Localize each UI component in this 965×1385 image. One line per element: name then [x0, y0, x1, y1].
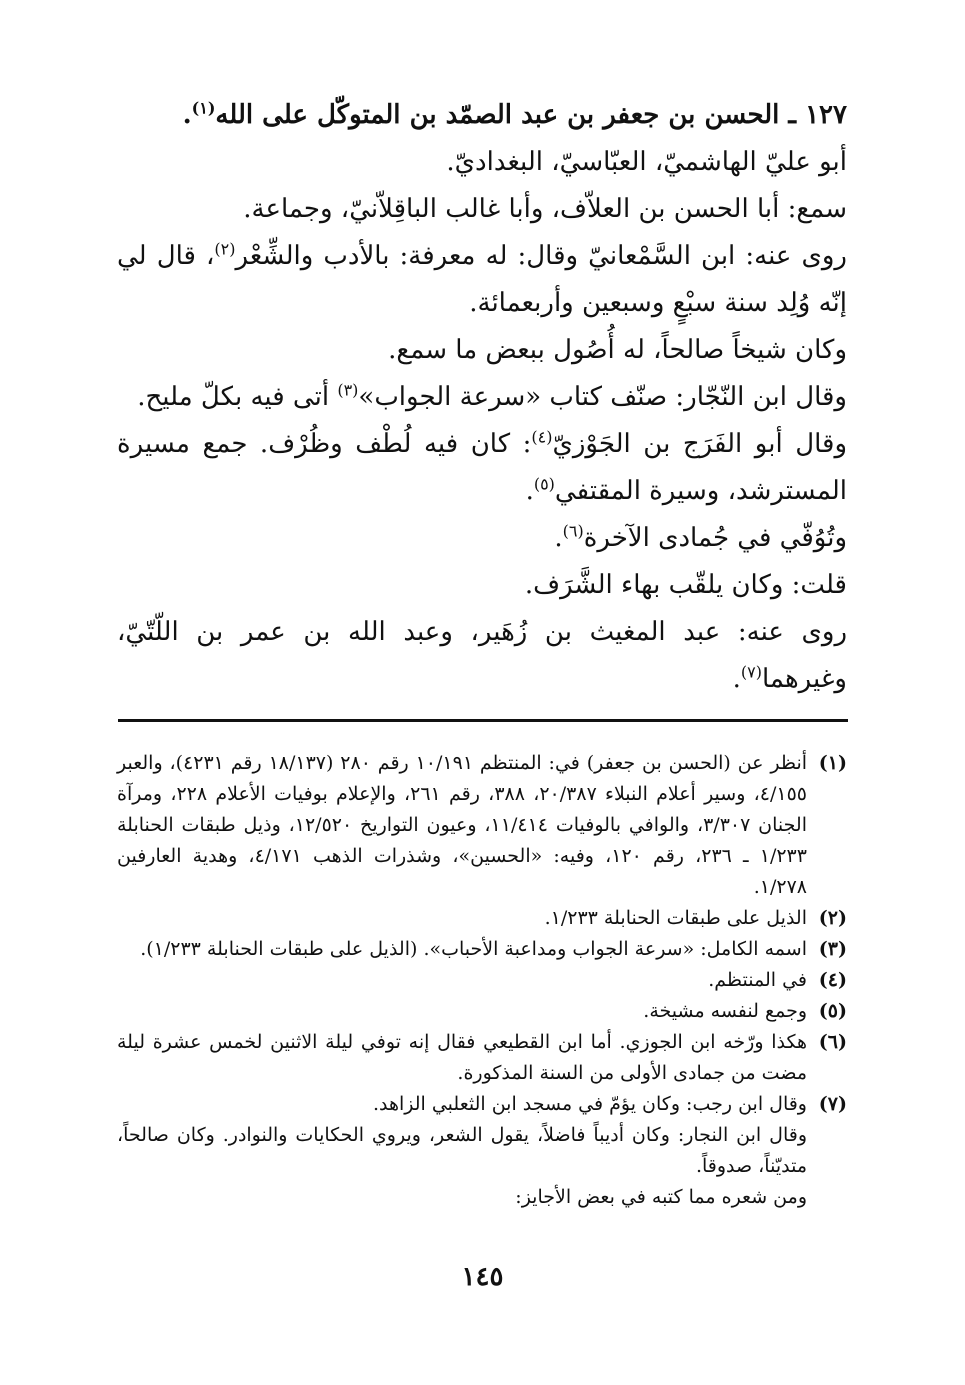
footnote-body — [117, 1089, 807, 1213]
jawzi-continuation: : كان فيه لُطْف وظُرْف. جمع مسيرة المسترشد، وسيرة المقتفي — [117, 429, 847, 506]
footnote-6 — [117, 1027, 847, 1089]
jawzi-paragraph — [117, 421, 847, 515]
narrated-paragraph-2 — [117, 609, 847, 703]
laqab-line: قلت: وكان يلقّب بهاء الشَّرَف. — [524, 570, 847, 600]
footnote-number: (٦) — [818, 1031, 847, 1053]
entry-heading-end: . — [182, 100, 192, 130]
footnote-number: (٢) — [818, 907, 847, 929]
entry-heading-text: ١٢٧ ـ الحسن بن جعفر بن عبد الصمّد بن المتوكّل على الله — [215, 100, 847, 130]
footnote-body — [117, 1027, 807, 1089]
footnotes — [117, 748, 847, 1213]
footnote-ref-1: (١) — [191, 98, 216, 118]
footnote-ref-7: (٧) — [740, 662, 762, 682]
heard-line: سمع: أبا الحسن بن العلاّف، وأبا غالب الباقِلاّنيّ، وجماعة. — [243, 194, 847, 224]
entry-heading — [117, 92, 847, 139]
footnote-body — [117, 996, 807, 1027]
footnote-line: اسمه الكامل: «سرعة الجواب ومداعبة الأحباب». (الذيل على طبقات الحنابلة ١/٢٣٣). — [140, 938, 807, 960]
footnote-line: هكذا ورّخه ابن الجوزي. أما ابن القطيعي فقال إنه توفي ليلة الاثنين لخمس عشرة ليلة مضت من جمادى الأولى من السنة المذكورة. — [117, 1031, 807, 1084]
death-end: . — [554, 523, 563, 553]
footnote-7 — [117, 1089, 847, 1213]
footnote-1 — [117, 748, 847, 903]
footnote-ref-6: (٦) — [562, 521, 584, 541]
footnote-line: وجمع لنفسه مشيخة. — [643, 1000, 807, 1022]
footnote-line: في المنتظم. — [708, 969, 807, 991]
kunya-line: أبو عليّ الهاشميّ، العبّاسيّ، البغداديّ. — [446, 147, 847, 177]
narrated-1-continuation: ، قال لي إنّه وُلِد سنة سبْعٍ وسبعين وأربعمائة. — [117, 241, 847, 318]
footnote-line: ومن شعره مما كتبه في بعض الأجايز: — [515, 1186, 807, 1208]
footnote-ref-4: (٤) — [531, 427, 553, 447]
footnote-ref-2: (٢) — [214, 239, 236, 259]
footnote-number: (٧) — [818, 1093, 847, 1115]
footnote-line: أنظر عن (الحسن بن جعفر) في: المنتظم ١٠/١٩١ رقم ٢٨٠ (١٨/١٣٧ رقم ٤٢٣١)، والعبر ٤/١٥٥، وسير أعلام النبلاء ٢٠/٣٨٧، ٣٨٨، رقم ٢٦١، والإعلام بوفيات الأعلام ٢٢٨، ومرآة الجنان ٣/٣٠٧، والوافي بالوفيات ١١/٤١٤، وعيون التواريخ ١٢/٥٢٠، وذيل طبقات الحنابلة ١/٢٣٣ ـ ٢٣٦، رقم ١٢٠، وفيه: «الحسين»، وشذرات الذهب ٤/١٧١، وهدية العارفين ١/٢٧٨. — [117, 752, 808, 898]
najjar-text: وقال ابن النّجّار: صنّف كتاب «سرعة الجواب» — [358, 382, 847, 412]
footnote-4 — [117, 965, 847, 996]
footnote-ref-3: (٣) — [337, 380, 359, 400]
footnote-number: (١) — [818, 752, 847, 774]
righteous-line: وكان شيخاً صالحاً، له أُصُول ببعض ما سمع. — [388, 335, 847, 365]
main-text — [117, 92, 847, 703]
najjar-line — [117, 374, 847, 421]
footnote-line: الذيل على طبقات الحنابلة ١/٢٣٣. — [544, 907, 807, 929]
footnote-ref-5: (٥) — [533, 474, 555, 494]
page-number: ١٤٥ — [461, 1262, 504, 1292]
jawzi-text: وقال أبو الفَرَج بن الجَوْزيّ — [552, 429, 848, 459]
footnote-body — [117, 934, 807, 965]
footnote-body — [117, 965, 807, 996]
footnote-number: (٤) — [818, 969, 847, 991]
footnote-5 — [117, 996, 847, 1027]
narrated-2-text: روى عنه: عبد المغيث بن زُهَير، وعبد الله بن عمر بن اللّتّيّ، وغيرهما — [117, 617, 847, 694]
footnote-separator — [118, 719, 848, 722]
death-line — [117, 515, 847, 562]
jawzi-end: . — [525, 476, 534, 506]
narrated-2-end: . — [732, 664, 741, 694]
footnote-2 — [117, 903, 847, 934]
narrated-paragraph-1 — [117, 233, 847, 327]
footnote-line: وقال ابن رجب: وكان يؤمّ في مسجد ابن الثعلبي الزاهد. — [372, 1093, 807, 1115]
narrated-1-text: روى عنه: ابن السَّمْعانيّ وقال: له معرفة: بالأدب والشِّعْر — [235, 241, 847, 271]
footnote-body — [117, 748, 807, 903]
footnote-number: (٣) — [818, 938, 847, 960]
footnote-3 — [117, 934, 847, 965]
footnote-line: وقال ابن النجار: وكان أديباً فاضلاً، يقول الشعر، ويروي الحكايات والنوادر. وكان صالحاً، متديّناً، صدوقاً. — [117, 1124, 807, 1177]
footnote-body — [117, 903, 807, 934]
death-text: وتُوُفّي في جُمادى الآخرة — [583, 523, 847, 553]
footnote-number: (٥) — [818, 1000, 847, 1022]
najjar-continuation: أتى فيه بكلّ مليح. — [137, 382, 338, 412]
